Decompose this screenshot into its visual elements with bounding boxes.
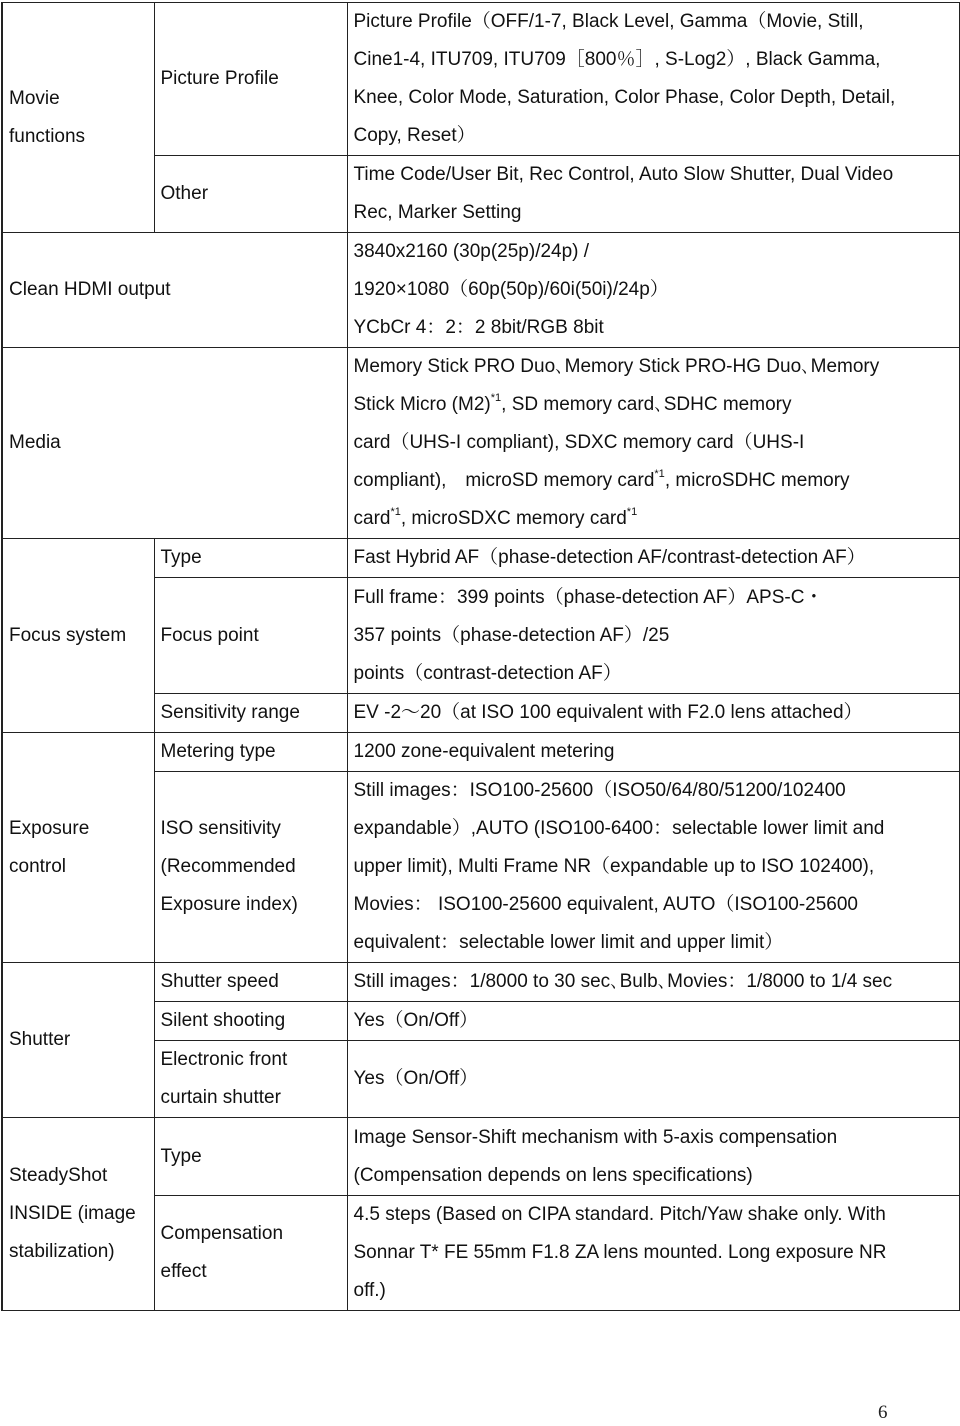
value-line: 357 points（phase-detection AF）/25 <box>353 624 670 646</box>
value-clean-hdmi <box>347 233 959 348</box>
value-line: Full frame：399 points（phase-detection AF）APS-C・ <box>353 586 824 608</box>
category-focus-system: Focus system <box>2 539 154 733</box>
value-text: , microSDXC memory card <box>400 508 627 529</box>
label-focus-type: Type <box>154 539 347 578</box>
spec-table <box>1 2 960 1311</box>
label-iso-sensitivity <box>154 772 347 963</box>
category-shutter: Shutter <box>2 963 154 1118</box>
value-line: Copy, Reset） <box>353 125 476 146</box>
value-line <box>354 500 959 538</box>
value-line: 3840x2160 (30p(25p)/24p) / <box>353 241 590 262</box>
value-line: Memory Stick PRO Duo､Memory Stick PRO-HG Duo､Memory <box>353 356 880 377</box>
label-clean-hdmi: Clean HDMI output <box>2 233 347 348</box>
label-line: Compensation <box>160 1223 284 1244</box>
value-line: off.) <box>353 1280 386 1301</box>
value-media <box>347 348 959 539</box>
label-focus-point: Focus point <box>154 578 347 694</box>
label-electronic-front-curtain <box>154 1041 347 1118</box>
label-line: effect <box>160 1261 207 1282</box>
value-line: YCbCr 4：2：2 8bit/RGB 8bit <box>353 317 604 338</box>
footnote-mark: *1 <box>654 467 665 480</box>
page-number: 6 <box>878 1402 888 1423</box>
row-metering-type <box>2 733 959 772</box>
value-sensitivity-range: EV -2～20（at ISO 100 equivalent with F2.0 lens attached） <box>347 694 959 733</box>
footnote-mark: *1 <box>626 505 638 518</box>
value-line: equivalent：selectable lower limit and upper limit） <box>353 932 784 953</box>
value-line: card（UHS-I compliant), SDXC memory card（UHS-I <box>353 432 805 453</box>
label-sensitivity-range: Sensitivity range <box>154 694 347 733</box>
value-line: Knee, Color Mode, Saturation, Color Phase, Color Depth, Detail, <box>353 87 896 108</box>
label-shutter-speed: Shutter speed <box>154 963 347 1002</box>
value-compensation-effect <box>347 1196 959 1311</box>
category-text: SteadyShot <box>9 1165 108 1186</box>
footnote-mark: *1 <box>390 505 401 518</box>
label-line: ISO sensitivity <box>160 818 281 839</box>
value-line: expandable）,AUTO (ISO100-6400：selectable lower limit and <box>353 818 885 839</box>
category-movie-functions <box>2 3 154 233</box>
value-line: 1920×1080（60p(50p)/60i(50i)/24p） <box>353 279 669 300</box>
footnote-mark: *1 <box>490 391 502 404</box>
category-text: INSIDE (image <box>9 1203 136 1224</box>
category-text: Movie <box>9 87 60 109</box>
row-picture-profile <box>2 3 959 156</box>
category-text: stabilization) <box>9 1241 115 1262</box>
row-steadyshot-type <box>2 1118 959 1196</box>
value-focus-point <box>347 578 959 694</box>
value-line: Picture Profile（OFF/1-7, Black Level, Gamma（Movie, Still, <box>353 11 864 32</box>
value-line: (Compensation depends on lens specifications) <box>353 1164 753 1186</box>
value-line <box>354 386 959 424</box>
label-line: curtain shutter <box>160 1087 281 1108</box>
label-line: (Recommended <box>160 856 296 877</box>
value-line: points（contrast-detection AF） <box>353 662 622 684</box>
category-text: Exposure <box>9 817 90 839</box>
value-shutter-speed: Still images：1/8000 to 30 sec､Bulb､Movies：1/8000 to 1/4 sec <box>347 963 959 1002</box>
category-text: functions <box>9 125 86 147</box>
label-silent-shooting: Silent shooting <box>154 1002 347 1041</box>
value-silent-shooting: Yes（On/Off） <box>347 1002 959 1041</box>
row-clean-hdmi <box>2 233 959 348</box>
value-line: Still images：ISO100-25600（ISO50/64/80/51200/102400 <box>353 780 846 801</box>
label-other: Other <box>154 156 347 233</box>
row-focus-type <box>2 539 959 578</box>
value-line: 4.5 steps (Based on CIPA standard. Pitch/Yaw shake only. With <box>353 1204 886 1225</box>
value-line: Rec, Marker Setting <box>353 202 522 223</box>
value-text: card <box>353 508 391 529</box>
value-text: Stick Micro (M2) <box>353 394 491 415</box>
category-steadyshot <box>2 1118 154 1311</box>
value-electronic-front-curtain: Yes（On/Off） <box>347 1041 959 1118</box>
value-line: Cine1-4, ITU709, ITU709［800％］, S-Log2）, Black Gamma, <box>353 49 881 70</box>
value-focus-type: Fast Hybrid AF（phase-detection AF/contrast-detection AF） <box>347 539 959 578</box>
label-compensation-effect <box>154 1196 347 1311</box>
label-steadyshot-type: Type <box>154 1118 347 1196</box>
value-line: Movies： ISO100-25600 equivalent, AUTO（ISO100-25600 <box>353 894 858 915</box>
value-line <box>354 462 959 500</box>
value-text: , SD memory card､SDHC memory <box>501 394 792 415</box>
value-text: , microSDHC memory <box>664 470 850 491</box>
row-media <box>2 348 959 539</box>
row-shutter-speed <box>2 963 959 1002</box>
label-metering-type: Metering type <box>154 733 347 772</box>
value-picture-profile <box>347 3 959 156</box>
value-other <box>347 156 959 233</box>
value-steadyshot-type <box>347 1118 959 1196</box>
value-line: upper limit), Multi Frame NR（expandable up to ISO 102400), <box>353 856 875 877</box>
value-line: Image Sensor-Shift mechanism with 5-axis compensation <box>353 1126 838 1148</box>
label-line: Electronic front <box>160 1049 288 1070</box>
category-exposure-control <box>2 733 154 963</box>
category-text: control <box>9 855 67 877</box>
label-picture-profile: Picture Profile <box>154 3 347 156</box>
value-line: Sonnar T* FE 55mm F1.8 ZA lens mounted. Long exposure NR <box>353 1242 887 1263</box>
value-iso-sensitivity <box>347 772 959 963</box>
label-media: Media <box>2 348 347 539</box>
value-line: Time Code/User Bit, Rec Control, Auto Slow Shutter, Dual Video <box>353 164 894 185</box>
label-line: Exposure index) <box>160 894 298 915</box>
value-text: compliant), microSD memory card <box>353 470 655 491</box>
value-metering-type: 1200 zone-equivalent metering <box>347 733 959 772</box>
